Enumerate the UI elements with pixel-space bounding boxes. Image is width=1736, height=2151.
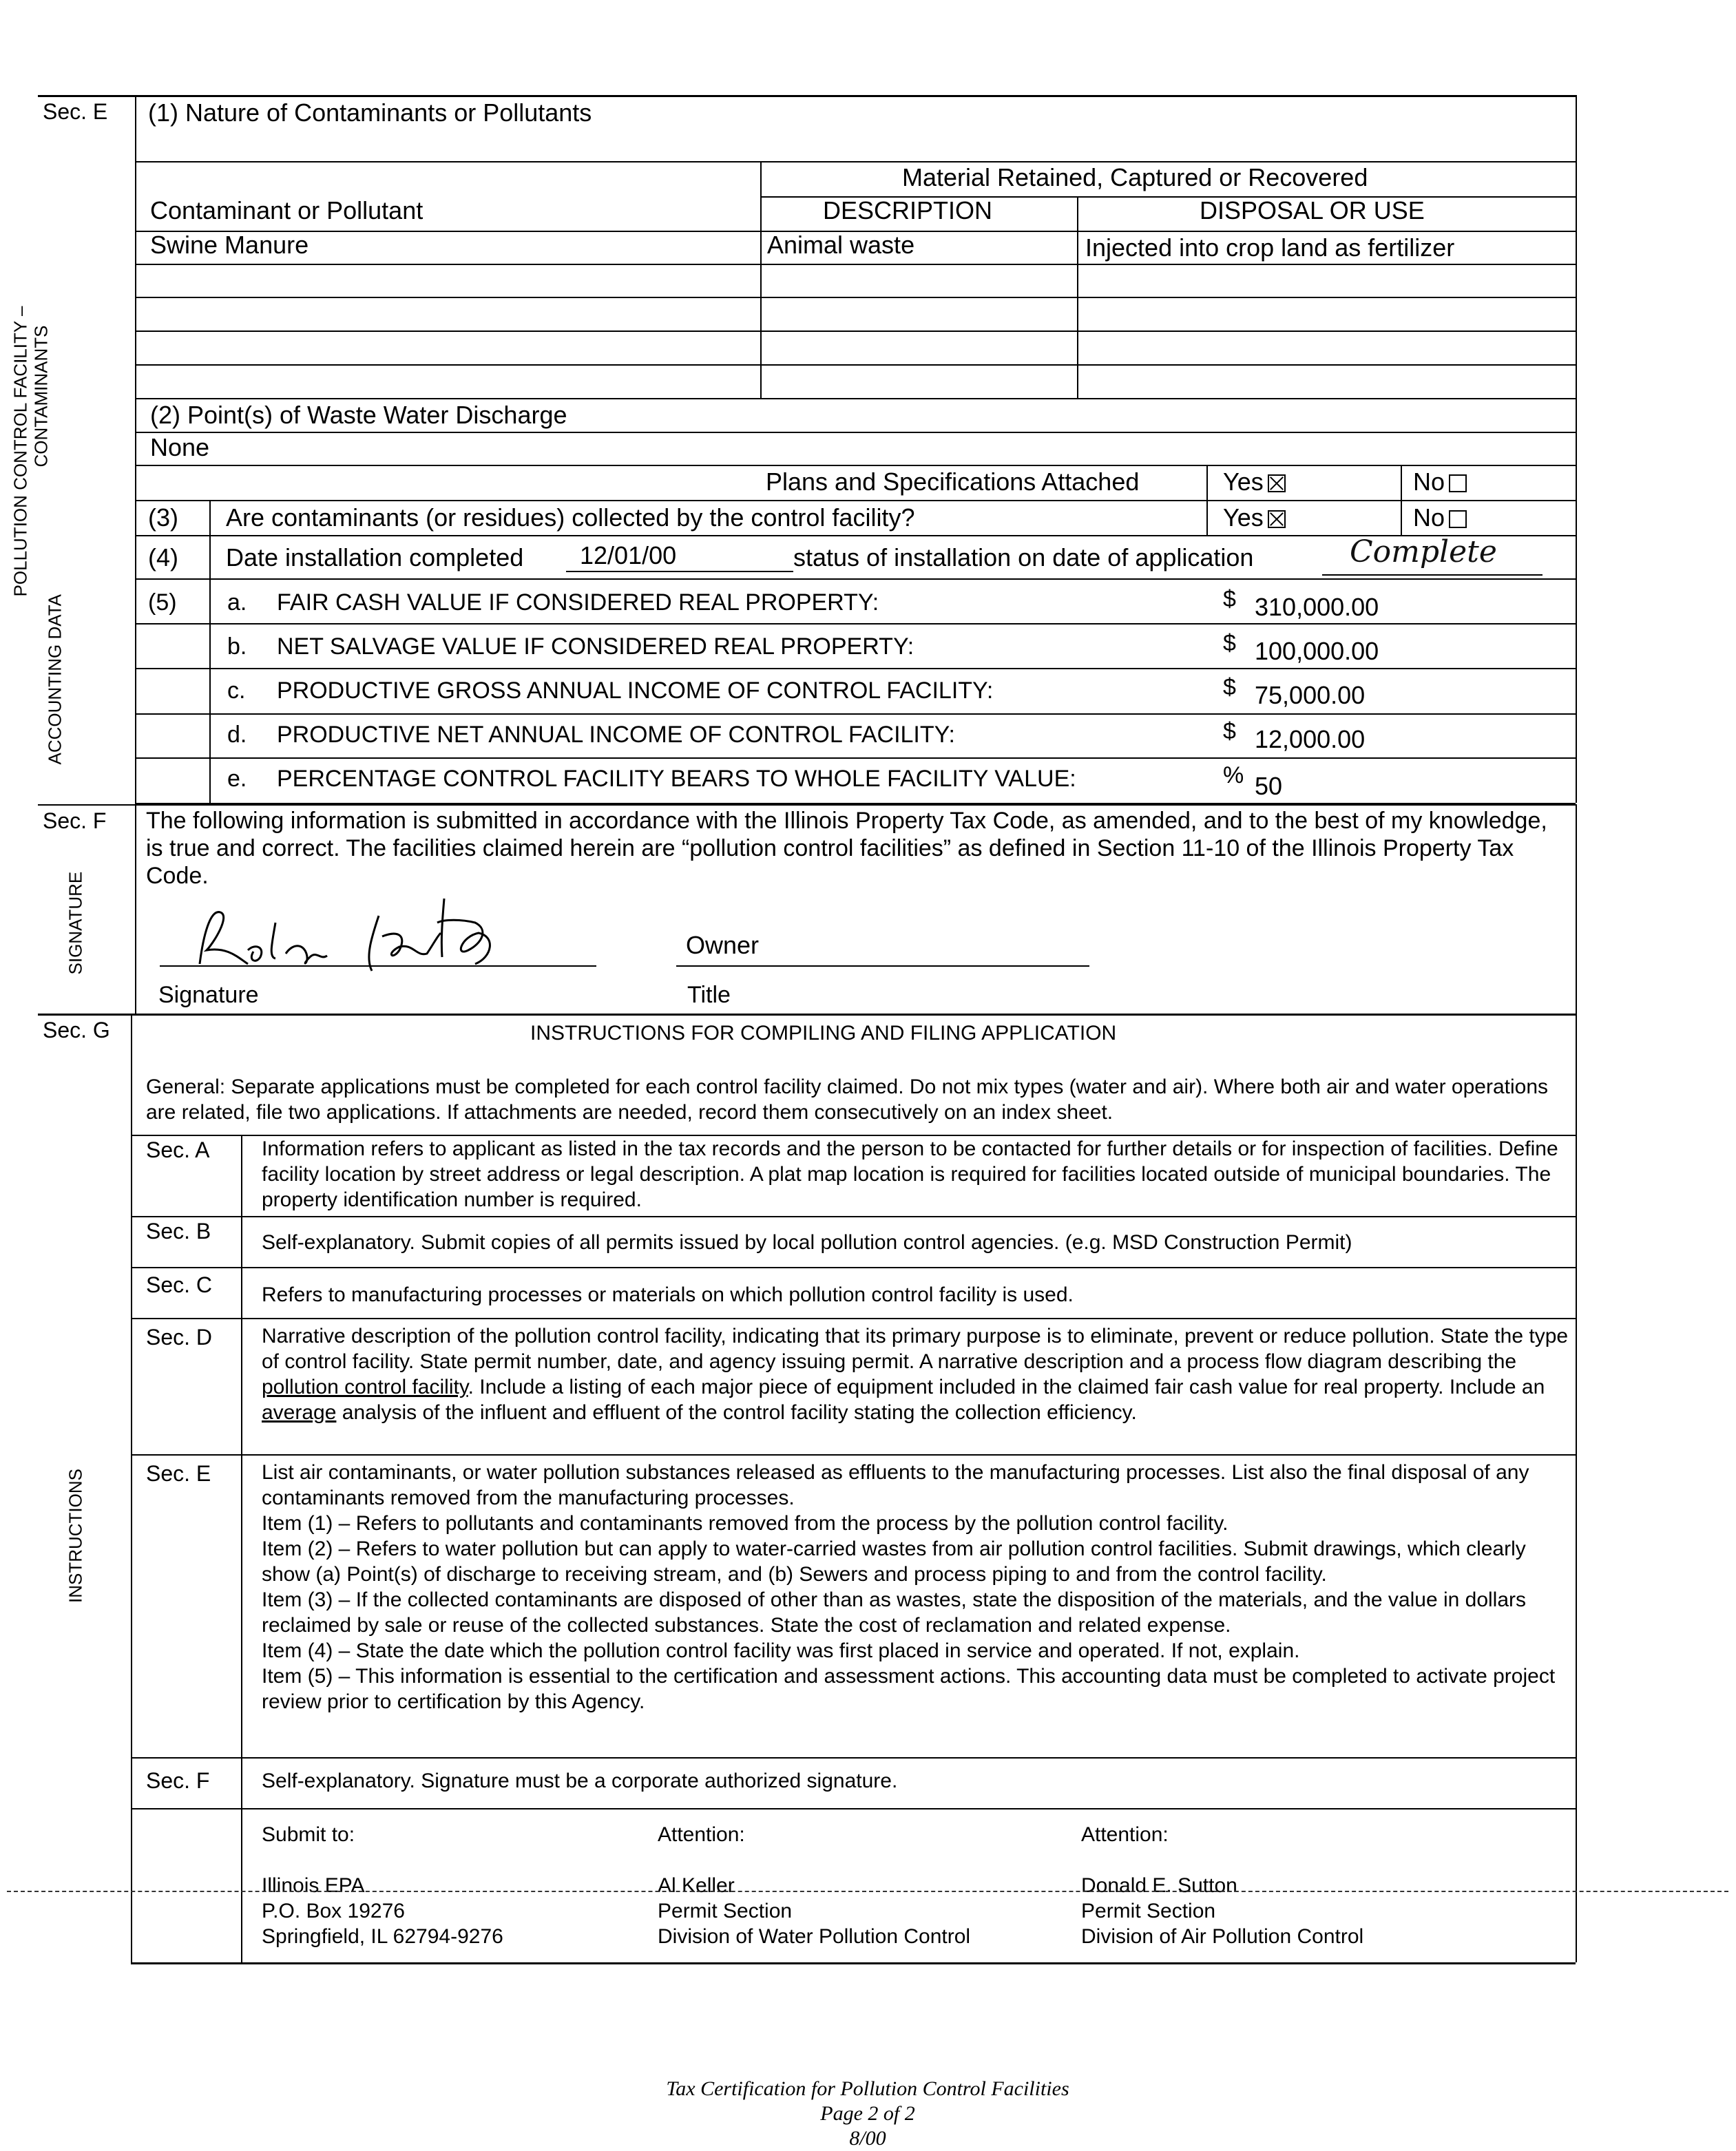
title-value: Owner [686, 931, 760, 959]
col-description: DESCRIPTION [823, 196, 993, 224]
sec-e-right-border [1576, 95, 1577, 803]
side-label-contaminants: CONTAMINANTS [30, 325, 52, 468]
signature-line [160, 965, 596, 967]
plans-yes-checkbox[interactable] [1268, 474, 1286, 492]
acct-label: PRODUCTIVE GROSS ANNUAL INCOME OF CONTROL FACILITY: [277, 678, 994, 704]
title-line [676, 965, 1089, 967]
item2-value: None [150, 433, 210, 461]
side-label-signature: SIGNATURE [65, 871, 86, 975]
item4-num: (4) [148, 543, 178, 571]
acct-label: NET SALVAGE VALUE IF CONSIDERED REAL PROPERTY: [277, 633, 914, 660]
item5-num: (5) [148, 589, 177, 616]
sec-e-left-border [135, 95, 136, 803]
instr-sec-c-text: Refers to manufacturing processes or materials on which pollution control facility is used. [262, 1283, 1074, 1306]
air-contact: Donald E. Sutton Permit Section Division of Air Pollution Control [1081, 1874, 1364, 1948]
col-disposal: DISPOSAL OR USE [1200, 196, 1425, 224]
item4-status-value: Complete [1350, 534, 1497, 569]
top-rule [38, 95, 1577, 97]
acct-value: 12,000.00 [1255, 725, 1366, 753]
row-contaminant: Swine Manure [150, 231, 309, 259]
pollution-control-facility-underline: pollution control facility [262, 1376, 468, 1398]
instr-item: Item (4) – State the date which the pollution control facility was first placed in service and operated. If not, explain. [262, 1639, 1300, 1662]
instr-sec-a-text: Information refers to applicant as listed in the tax records and the person to be contacted for further details or for inspection of facilities. Define facility location by street address or legal description. A plat map location is required for facilities located outside of municipal boundaries. The property identification number is required. [262, 1137, 1558, 1211]
certification-statement: The following information is submitted in accordance with the Illinois Property Tax Code, as amended, and to the best of my knowledge, is true and correct. The facilities claimed herein are “pollution control facilities” as defined in Section 11-10 of the Illinois Property Tax Code. [146, 808, 1547, 889]
fax-strike-line [7, 1891, 1728, 1892]
signature-scribble [172, 895, 558, 985]
footer [523, 2077, 1212, 2151]
general-instructions: General: Separate applications must be completed for each control facility claimed. Do not mix types (water and air). Where both air and water operations are related, file two applications. If attachments are needed, record them consecutively on an index sheet. [146, 1076, 1549, 1124]
instr-item: Item (1) – Refers to pollutants and contaminants removed from the process by the pollution control facility. [262, 1512, 1228, 1535]
sec-e-label: Sec. E [43, 99, 108, 124]
plans-yes: Yes [1223, 470, 1286, 494]
side-label-accounting: ACCOUNTING DATA [44, 594, 65, 765]
plans-no: No [1413, 470, 1467, 494]
acct-label: PERCENTAGE CONTROL FACILITY BEARS TO WHOLE FACILITY VALUE: [277, 766, 1076, 792]
item3-no: No [1413, 505, 1467, 530]
attention-label-air: Attention: [1081, 1823, 1169, 1846]
instr-sec-c-label: Sec. C [146, 1272, 213, 1297]
instr-item: Item (3) – If the collected contaminants are disposed of other than as wastes, state the disposition of the materials, and the value in dollars reclaimed by sale or reuse of the collected substances. State the cost of reclamation and related expense. [262, 1588, 1527, 1637]
instr-sec-b-label: Sec. B [146, 1219, 211, 1244]
plans-no-checkbox[interactable] [1449, 474, 1467, 492]
sec-f-label: Sec. F [43, 808, 107, 833]
item3-yes: Yes [1223, 505, 1286, 530]
instr-sec-f-label: Sec. F [146, 1768, 210, 1793]
item4-status-label: status of installation on date of application [793, 543, 1254, 571]
item3-no-checkbox[interactable] [1449, 510, 1467, 528]
acct-label: FAIR CASH VALUE IF CONSIDERED REAL PROPERTY: [277, 589, 879, 616]
instr-sec-d-text: Narrative description of the pollution control facility, indicating that its primary purpose is to eliminate, prevent or reduce pollution. State the type of control facility. State permit number, date, and agency issuing permit. A narrative description and a process flow diagram describing the pollution control facility. Include a listing of each major piece of equipment included in the claimed fair cash value for real property. Include an average analysis of the influent and effluent of the control facility stating the collection efficiency. [262, 1325, 1569, 1424]
instructions-heading: INSTRUCTIONS FOR COMPILING AND FILING APPLICATION [530, 1022, 1117, 1045]
item3-yes-checkbox[interactable] [1268, 510, 1286, 528]
acct-value: 100,000.00 [1255, 637, 1379, 665]
material-header: Material Retained, Captured or Recovered [902, 163, 1368, 191]
row-disposal: Injected into crop land as fertilizer [1085, 233, 1455, 262]
acct-value: 310,000.00 [1255, 593, 1379, 621]
footer-date: 8/00 [849, 2127, 886, 2150]
side-label-instructions: INSTRUCTIONS [65, 1469, 86, 1603]
instr-item: Item (2) – Refers to water pollution but can apply to water-carried wastes from air pollution control facilities. Submit drawings, which clearly show (a) Point(s) of discharge to receiving stream, and (b) Sewers and process piping to and from the control facility. [262, 1538, 1526, 1586]
signature-label: Signature [158, 982, 259, 1008]
instr-item: Item (5) – This information is essential to the certification and assessment actions. This accounting data must be completed to activate project review prior to certification by this Agency. [262, 1665, 1556, 1713]
footer-title: Tax Certification for Pollution Control Facilities [666, 2077, 1069, 2100]
plans-label: Plans and Specifications Attached [766, 468, 1140, 496]
footer-page: Page 2 of 2 [820, 2102, 915, 2125]
row-description: Animal waste [767, 231, 915, 259]
acct-value: 50 [1255, 772, 1283, 800]
item3-text: Are contaminants (or residues) collected by the control facility? [226, 503, 915, 532]
acct-label: PRODUCTIVE NET ANNUAL INCOME OF CONTROL FACILITY: [277, 722, 955, 748]
instr-sec-b-text: Self-explanatory. Submit copies of all permits issued by local pollution control agencies. (e.g. MSD Construction Permit) [262, 1231, 1352, 1254]
item1-title: (1) Nature of Contaminants or Pollutants [148, 98, 592, 127]
side-label-pollution-control: POLLUTION CONTROL FACILITY – [10, 306, 31, 597]
instr-sec-e-text: List air contaminants, or water pollution substances released as effluents to the manufacturing processes. List also the final disposal of any contaminants removed from the manufacturing processes. Item (1) – Refers to pollutants and contaminants removed from the process by the pollution control facility. Item (2) – Refers to water pollution but can apply to water-carried wastes from air pollution control facilities. Submit drawings, which clearly show (a) Point(s) of discharge to receiving stream, and (b) Sewers and process piping to and from the control facility. Item (3) – If the collected contaminants are disposed of other than as wastes, state the disposition of the materials, and the value in dollars reclaimed by sale or reuse of the collected substances. State the cost of reclamation and related expense. Item (4) – State the date which the pollution control facility was first placed in service and operated. If not, explain. Item (5) – This information is essential to the certification and assessment actions. This accounting data must be completed to activate project review prior to certification by this Agency. [262, 1460, 1570, 1714]
sec-g-label: Sec. G [43, 1018, 110, 1042]
item2-title: (2) Point(s) of Waste Water Discharge [150, 401, 567, 429]
submit-to-label: Submit to: [262, 1823, 355, 1846]
water-contact: Al Keller Permit Section Division of Water Pollution Control [658, 1874, 971, 1948]
item3-num: (3) [148, 503, 178, 532]
instr-sec-e-label: Sec. E [146, 1461, 211, 1486]
item4-text: Date installation completed [226, 543, 524, 571]
acct-value: 75,000.00 [1255, 681, 1366, 709]
instr-sec-a-label: Sec. A [146, 1137, 210, 1162]
col-contaminant: Contaminant or Pollutant [150, 196, 423, 224]
submit-address: Illinois EPA P.O. Box 19276 Springfield, IL 62794-9276 [262, 1874, 503, 1948]
average-underline: average [262, 1401, 337, 1424]
instr-sec-f-text: Self-explanatory. Signature must be a corporate authorized signature. [262, 1770, 898, 1792]
item4-date: 12/01/00 [580, 541, 677, 569]
attention-label-water: Attention: [658, 1823, 745, 1846]
title-label: Title [687, 982, 731, 1008]
instr-sec-d-label: Sec. D [146, 1325, 213, 1350]
